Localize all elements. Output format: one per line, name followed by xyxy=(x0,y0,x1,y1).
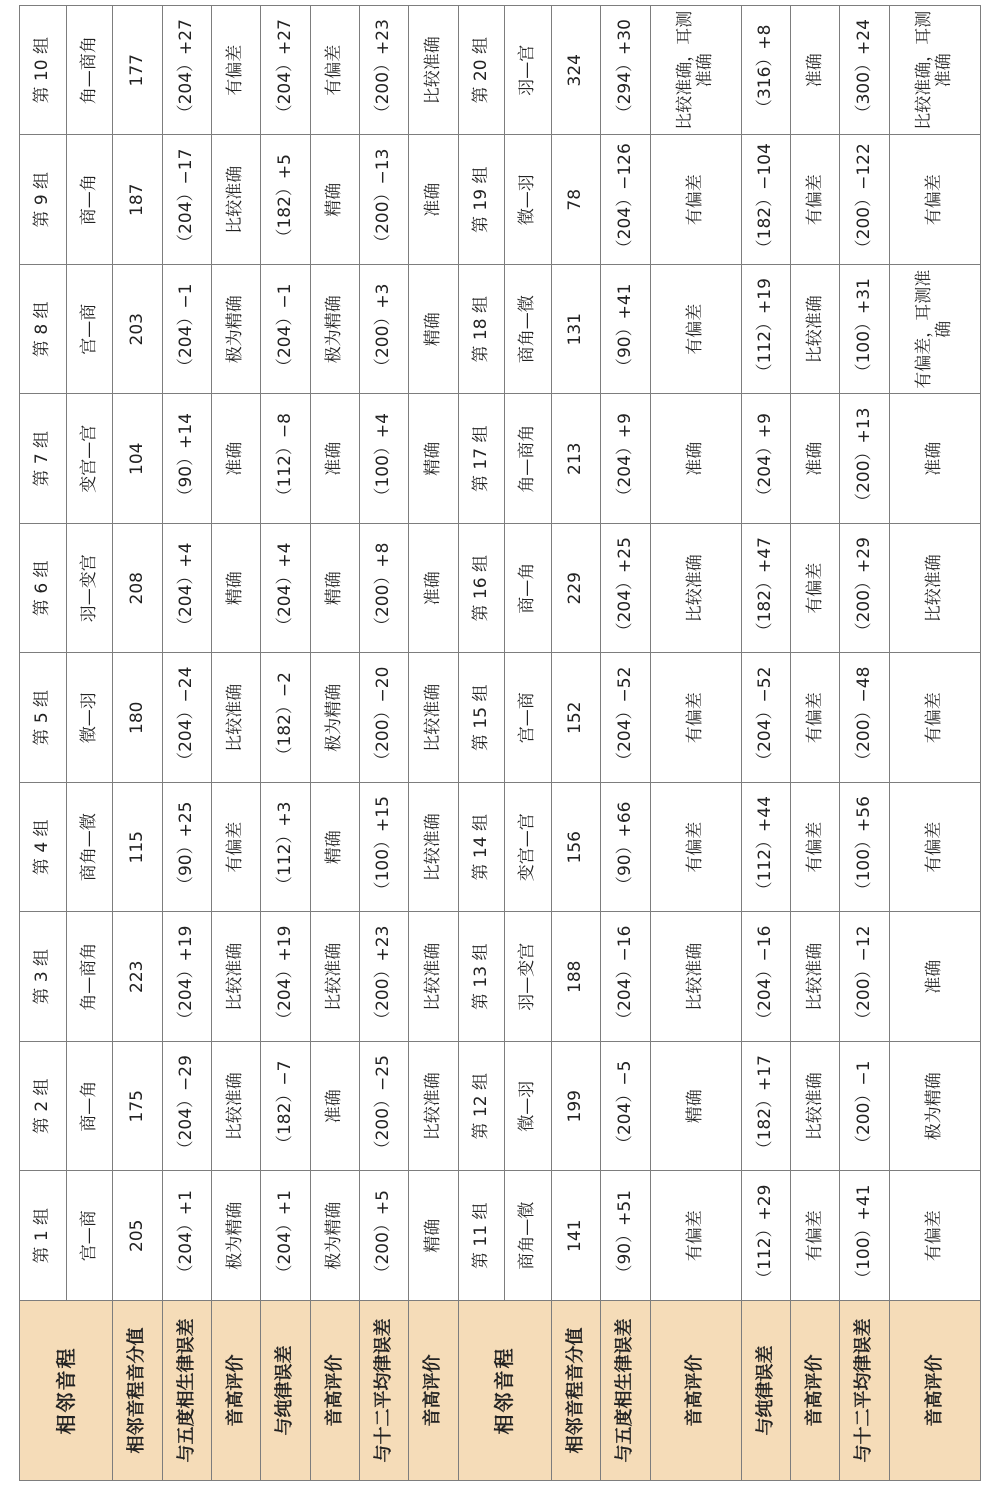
cell-et-err: （200）+5 xyxy=(360,1171,409,1301)
cell-groups: 第 20 组 xyxy=(458,6,505,136)
cell-just-err: （112）+3 xyxy=(261,783,310,913)
cell-just-eval: 极为精确 xyxy=(310,1171,359,1301)
table-row xyxy=(261,6,310,1481)
cell-intervals: 徵—羽 xyxy=(505,135,552,265)
cell-just-eval: 极为精确 xyxy=(310,653,359,783)
cell-groups: 第 18 组 xyxy=(458,265,505,395)
cell-cents: 223 xyxy=(113,912,162,1042)
cell-et-eval: 准确 xyxy=(889,912,980,1042)
table-row xyxy=(20,6,67,1481)
cell-just-eval: 比较准确 xyxy=(791,1042,840,1172)
cell-intervals: 羽—变宫 xyxy=(505,912,552,1042)
cell-pyth-eval: 极为精确 xyxy=(212,1171,261,1301)
cell-et-eval: 准确 xyxy=(409,135,458,265)
cell-just-err: （204）+27 xyxy=(261,6,310,136)
cell-groups: 第 17 组 xyxy=(458,394,505,524)
cell-et-eval: 比较准确 xyxy=(409,783,458,913)
cell-et-eval: 精确 xyxy=(409,265,458,395)
cell-pyth-err: （204）+27 xyxy=(162,6,211,136)
cell-just-eval: 极为精确 xyxy=(310,265,359,395)
cell-just-eval: 比较准确 xyxy=(791,265,840,395)
row-header-just-eval: 音高评价 xyxy=(791,1301,840,1481)
cell-intervals: 徵—羽 xyxy=(505,1042,552,1172)
cell-just-err: （112）−8 xyxy=(261,394,310,524)
table-row xyxy=(458,6,505,1481)
cell-just-err: （204）−52 xyxy=(741,653,790,783)
table-row xyxy=(360,6,409,1481)
table-row xyxy=(650,6,741,1481)
cell-just-err: （182）−104 xyxy=(741,135,790,265)
cell-et-eval: 比较准确 xyxy=(409,912,458,1042)
cell-et-eval: 比较准确 xyxy=(889,524,980,654)
cell-et-err: （200）+8 xyxy=(360,524,409,654)
cell-cents: 180 xyxy=(113,653,162,783)
cell-groups: 第 6 组 xyxy=(20,524,67,654)
cell-et-err: （200）−122 xyxy=(840,135,889,265)
cell-intervals: 羽—宫 xyxy=(505,6,552,136)
cell-pyth-err: （294）+30 xyxy=(601,6,650,136)
cell-et-err: （200）−13 xyxy=(360,135,409,265)
cell-et-eval: 比较准确 xyxy=(409,1042,458,1172)
tuning-comparison-table xyxy=(19,5,981,1481)
cell-cents: 78 xyxy=(552,135,601,265)
cell-intervals: 商—角 xyxy=(66,1042,113,1172)
cell-pyth-eval: 有偏差 xyxy=(650,265,741,395)
cell-cents: 175 xyxy=(113,1042,162,1172)
cell-et-err: （200）−20 xyxy=(360,653,409,783)
cell-et-err: （200）−25 xyxy=(360,1042,409,1172)
cell-et-err: （200）−1 xyxy=(840,1042,889,1172)
cell-et-eval: 精确 xyxy=(409,394,458,524)
cell-pyth-eval: 有偏差 xyxy=(212,783,261,913)
cell-et-err: （100）+56 xyxy=(840,783,889,913)
cell-pyth-eval: 比较准确，耳测准确 xyxy=(650,6,741,136)
cell-pyth-err: （90）+66 xyxy=(601,783,650,913)
cell-et-err: （200）+29 xyxy=(840,524,889,654)
cell-et-eval: 比较准确 xyxy=(409,653,458,783)
cell-just-err: （182）−7 xyxy=(261,1042,310,1172)
cell-groups: 第 3 组 xyxy=(20,912,67,1042)
cell-intervals: 角—商角 xyxy=(505,394,552,524)
cell-pyth-err: （204）+1 xyxy=(162,1171,211,1301)
cell-intervals: 宫—商 xyxy=(505,653,552,783)
table-row xyxy=(791,6,840,1481)
cell-pyth-eval: 精确 xyxy=(650,1042,741,1172)
cell-cents: 156 xyxy=(552,783,601,913)
cell-just-err: （182）−2 xyxy=(261,653,310,783)
cell-just-err: （112）+19 xyxy=(741,265,790,395)
row-header-et-err: 与十二平均律误差 xyxy=(360,1301,409,1481)
cell-pyth-err: （204）−5 xyxy=(601,1042,650,1172)
cell-just-eval: 有偏差 xyxy=(310,6,359,136)
cell-cents: 188 xyxy=(552,912,601,1042)
table-row xyxy=(505,6,552,1481)
cell-intervals: 羽—变宫 xyxy=(66,524,113,654)
row-header-just-err: 与纯律误差 xyxy=(741,1301,790,1481)
table-row xyxy=(741,6,790,1481)
cell-groups: 第 9 组 xyxy=(20,135,67,265)
cell-groups: 第 11 组 xyxy=(458,1171,505,1301)
cell-just-err: （204）+19 xyxy=(261,912,310,1042)
cell-pyth-eval: 比较准确 xyxy=(212,1042,261,1172)
cell-pyth-eval: 比较准确 xyxy=(212,653,261,783)
cell-pyth-err: （204）+9 xyxy=(601,394,650,524)
cell-groups: 第 7 组 xyxy=(20,394,67,524)
cell-groups: 第 2 组 xyxy=(20,1042,67,1172)
cell-just-eval: 比较准确 xyxy=(310,912,359,1042)
row-header-cents: 相邻音程音分值 xyxy=(113,1301,162,1481)
cell-et-err: （200）+3 xyxy=(360,265,409,395)
cell-pyth-eval: 有偏差 xyxy=(650,783,741,913)
cell-pyth-eval: 精确 xyxy=(212,524,261,654)
table-row xyxy=(409,6,458,1481)
cell-et-err: （100）+4 xyxy=(360,394,409,524)
cell-groups: 第 4 组 xyxy=(20,783,67,913)
cell-intervals: 商角—徵 xyxy=(66,783,113,913)
cell-cents: 177 xyxy=(113,6,162,136)
cell-et-eval: 有偏差 xyxy=(889,1171,980,1301)
cell-just-err: （204）+4 xyxy=(261,524,310,654)
cell-cents: 208 xyxy=(113,524,162,654)
cell-groups: 第 8 组 xyxy=(20,265,67,395)
cell-et-err: （100）+41 xyxy=(840,1171,889,1301)
cell-groups: 第 15 组 xyxy=(458,653,505,783)
cell-pyth-err: （204）−126 xyxy=(601,135,650,265)
cell-pyth-err: （90）+51 xyxy=(601,1171,650,1301)
cell-just-eval: 准确 xyxy=(310,1042,359,1172)
cell-pyth-err: （204）+25 xyxy=(601,524,650,654)
cell-et-eval: 有偏差，耳测准确 xyxy=(889,265,980,395)
cell-pyth-eval: 准确 xyxy=(650,394,741,524)
cell-groups: 第 19 组 xyxy=(458,135,505,265)
cell-just-err: （204）−1 xyxy=(261,265,310,395)
cell-intervals: 变宫—宫 xyxy=(66,394,113,524)
cell-et-eval: 有偏差 xyxy=(889,653,980,783)
cell-pyth-err: （90）+25 xyxy=(162,783,211,913)
cell-pyth-err: （204）−52 xyxy=(601,653,650,783)
cell-just-eval: 准确 xyxy=(310,394,359,524)
cell-pyth-eval: 比较准确 xyxy=(212,912,261,1042)
cell-cents: 205 xyxy=(113,1171,162,1301)
cell-pyth-eval: 准确 xyxy=(212,394,261,524)
cell-et-err: （100）+15 xyxy=(360,783,409,913)
cell-pyth-eval: 有偏差 xyxy=(650,135,741,265)
cell-pyth-err: （90）+41 xyxy=(601,265,650,395)
cell-cents: 141 xyxy=(552,1171,601,1301)
cell-et-err: （200）−12 xyxy=(840,912,889,1042)
cell-et-eval: 极为精确 xyxy=(889,1042,980,1172)
cell-pyth-eval: 有偏差 xyxy=(212,6,261,136)
cell-just-err: （182）+17 xyxy=(741,1042,790,1172)
row-header-et-err: 与十二平均律误差 xyxy=(840,1301,889,1481)
cell-just-err: （112）+44 xyxy=(741,783,790,913)
cell-et-eval: 准确 xyxy=(409,524,458,654)
cell-et-eval: 比较准确，耳测准确 xyxy=(889,6,980,136)
cell-et-err: （200）+13 xyxy=(840,394,889,524)
cell-just-eval: 准确 xyxy=(791,394,840,524)
row-header-just-err: 与纯律误差 xyxy=(261,1301,310,1481)
cell-intervals: 宫—商 xyxy=(66,265,113,395)
row-header-et-eval: 音高评价 xyxy=(409,1301,458,1481)
table-row xyxy=(113,6,162,1481)
cell-just-err: （182）+47 xyxy=(741,524,790,654)
cell-pyth-err: （204）+19 xyxy=(162,912,211,1042)
cell-pyth-err: （204）−17 xyxy=(162,135,211,265)
table-row xyxy=(310,6,359,1481)
cell-pyth-eval: 比较准确 xyxy=(212,135,261,265)
cell-just-err: （182）+5 xyxy=(261,135,310,265)
cell-just-err: （204）+9 xyxy=(741,394,790,524)
cell-groups: 第 12 组 xyxy=(458,1042,505,1172)
cell-just-eval: 有偏差 xyxy=(791,783,840,913)
cell-just-eval: 有偏差 xyxy=(791,135,840,265)
table-row xyxy=(840,6,889,1481)
cell-groups: 第 1 组 xyxy=(20,1171,67,1301)
cell-et-err: （200）−48 xyxy=(840,653,889,783)
cell-cents: 152 xyxy=(552,653,601,783)
row-header-cents: 相邻音程音分值 xyxy=(552,1301,601,1481)
cell-just-err: （204）−16 xyxy=(741,912,790,1042)
cell-groups: 第 14 组 xyxy=(458,783,505,913)
cell-intervals: 商—角 xyxy=(66,135,113,265)
cell-et-eval: 准确 xyxy=(889,394,980,524)
cell-cents: 213 xyxy=(552,394,601,524)
cell-just-eval: 精确 xyxy=(310,135,359,265)
row-header-pyth-err: 与五度相生律误差 xyxy=(601,1301,650,1481)
cell-pyth-err: （204）−24 xyxy=(162,653,211,783)
cell-pyth-eval: 比较准确 xyxy=(650,524,741,654)
row-header-interval: 相邻音程 xyxy=(458,1301,551,1481)
cell-intervals: 商角—徵 xyxy=(505,1171,552,1301)
cell-et-err: （100）+31 xyxy=(840,265,889,395)
table-row xyxy=(552,6,601,1481)
cell-cents: 187 xyxy=(113,135,162,265)
cell-pyth-err: （204）−1 xyxy=(162,265,211,395)
cell-intervals: 角—商角 xyxy=(66,6,113,136)
row-header-et-eval: 音高评价 xyxy=(889,1301,980,1481)
cell-pyth-err: （204）+4 xyxy=(162,524,211,654)
cell-cents: 203 xyxy=(113,265,162,395)
cell-just-eval: 比较准确 xyxy=(791,912,840,1042)
cell-pyth-err: （204）−29 xyxy=(162,1042,211,1172)
table-row xyxy=(66,6,113,1481)
cell-just-eval: 有偏差 xyxy=(791,524,840,654)
cell-et-eval: 比较准确 xyxy=(409,6,458,136)
cell-just-eval: 准确 xyxy=(791,6,840,136)
row-header-just-eval: 音高评价 xyxy=(310,1301,359,1481)
cell-just-eval: 精确 xyxy=(310,783,359,913)
table-row xyxy=(212,6,261,1481)
cell-just-eval: 有偏差 xyxy=(791,653,840,783)
cell-just-err: （112）+29 xyxy=(741,1171,790,1301)
cell-cents: 199 xyxy=(552,1042,601,1172)
row-header-pyth-eval: 音高评价 xyxy=(212,1301,261,1481)
cell-just-eval: 精确 xyxy=(310,524,359,654)
cell-et-err: （300）+24 xyxy=(840,6,889,136)
row-header-pyth-eval: 音高评价 xyxy=(650,1301,741,1481)
cell-groups: 第 5 组 xyxy=(20,653,67,783)
cell-just-eval: 有偏差 xyxy=(791,1171,840,1301)
cell-cents: 104 xyxy=(113,394,162,524)
cell-groups: 第 10 组 xyxy=(20,6,67,136)
cell-et-eval: 有偏差 xyxy=(889,135,980,265)
cell-groups: 第 16 组 xyxy=(458,524,505,654)
cell-cents: 229 xyxy=(552,524,601,654)
cell-et-eval: 有偏差 xyxy=(889,783,980,913)
row-header-pyth-err: 与五度相生律误差 xyxy=(162,1301,211,1481)
cell-cents: 324 xyxy=(552,6,601,136)
cell-cents: 115 xyxy=(113,783,162,913)
cell-et-eval: 精确 xyxy=(409,1171,458,1301)
cell-pyth-err: （90）+14 xyxy=(162,394,211,524)
row-header-interval: 相邻音程 xyxy=(20,1301,113,1481)
cell-pyth-eval: 比较准确 xyxy=(650,912,741,1042)
cell-intervals: 变宫—宫 xyxy=(505,783,552,913)
cell-intervals: 商—角 xyxy=(505,524,552,654)
cell-intervals: 宫—商 xyxy=(66,1171,113,1301)
cell-pyth-eval: 有偏差 xyxy=(650,1171,741,1301)
cell-groups: 第 13 组 xyxy=(458,912,505,1042)
cell-cents: 131 xyxy=(552,265,601,395)
table-row xyxy=(889,6,980,1481)
cell-intervals: 角—商角 xyxy=(66,912,113,1042)
cell-intervals: 徵—羽 xyxy=(66,653,113,783)
cell-just-err: （316）+8 xyxy=(741,6,790,136)
cell-intervals: 商角—徵 xyxy=(505,265,552,395)
table-row xyxy=(162,6,211,1481)
cell-pyth-eval: 有偏差 xyxy=(650,653,741,783)
cell-pyth-eval: 极为精确 xyxy=(212,265,261,395)
cell-et-err: （200）+23 xyxy=(360,6,409,136)
table-row xyxy=(601,6,650,1481)
cell-et-err: （200）+23 xyxy=(360,912,409,1042)
cell-just-err: （204）+1 xyxy=(261,1171,310,1301)
cell-pyth-err: （204）−16 xyxy=(601,912,650,1042)
